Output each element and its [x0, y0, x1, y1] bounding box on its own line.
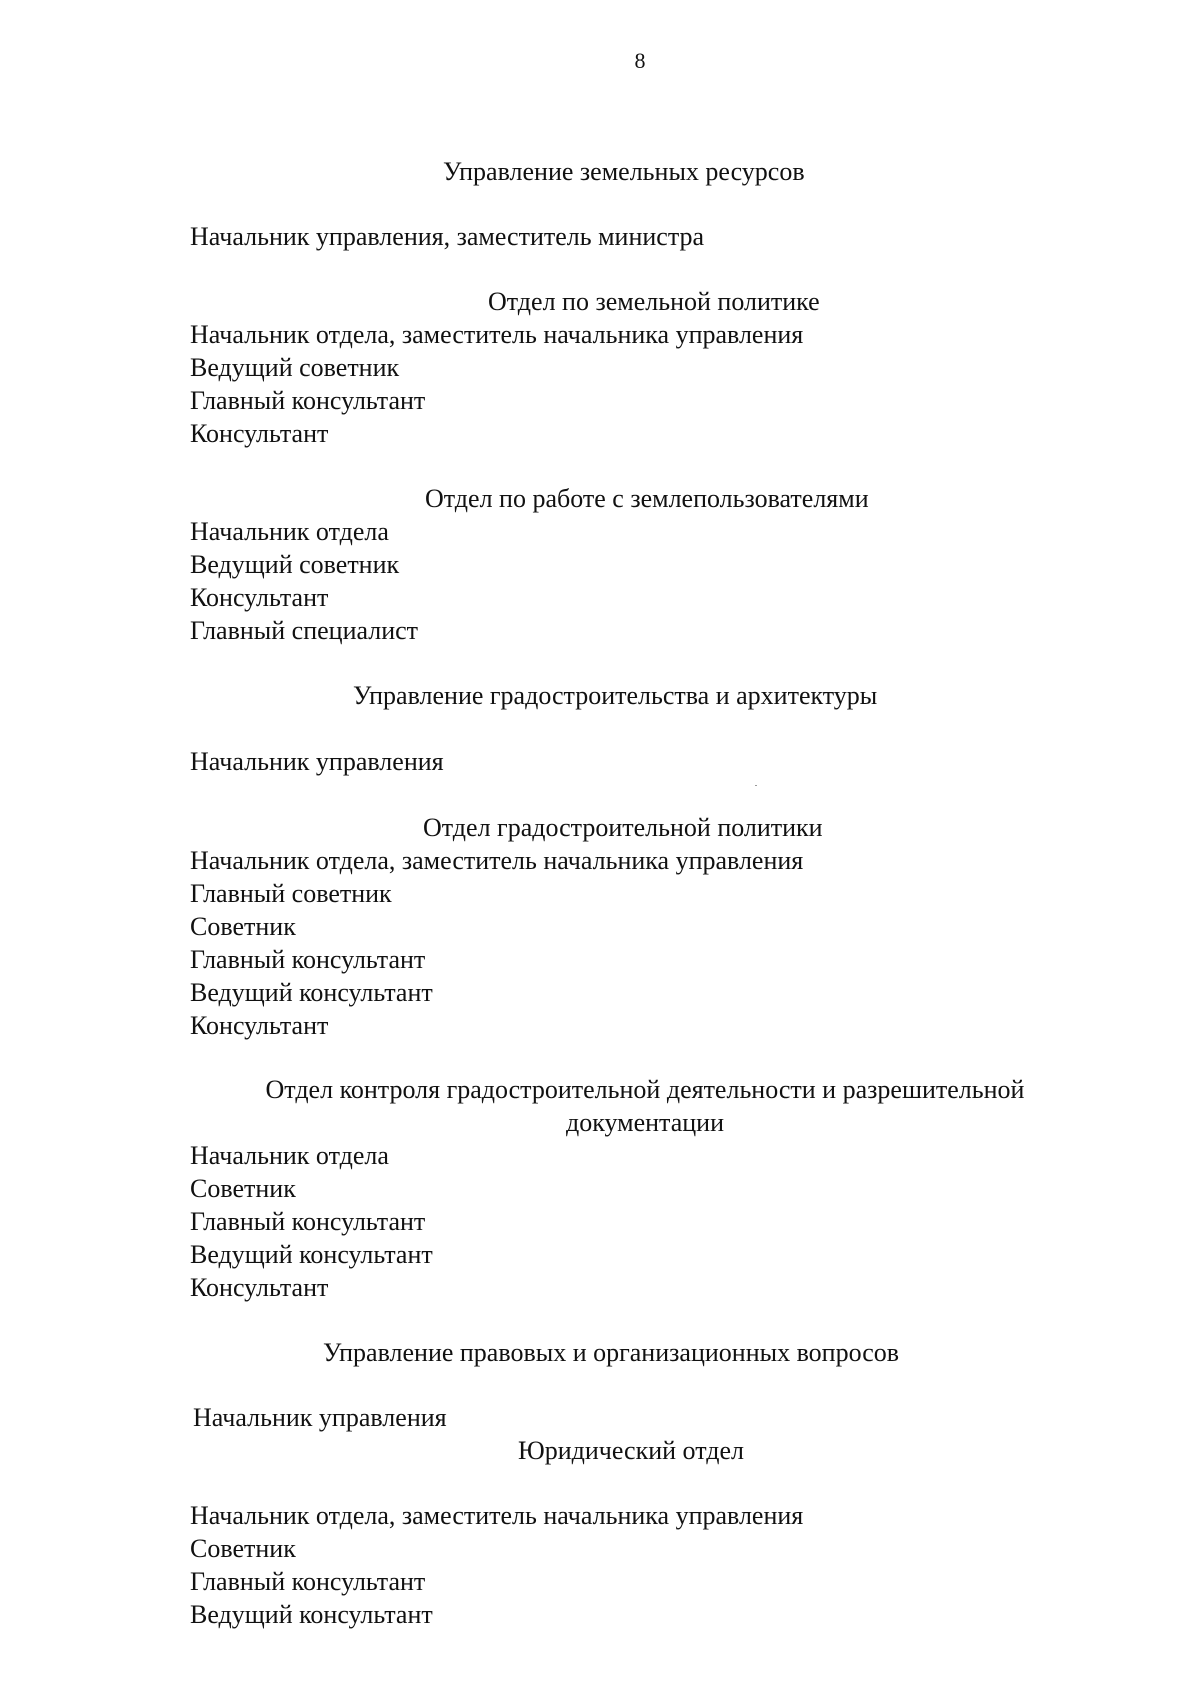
position-item: Советник: [190, 1534, 296, 1563]
urban-control-dept-title: [190, 1073, 1100, 1139]
land-users-dept-positions: [190, 515, 418, 647]
position-item: Главный советник: [190, 879, 392, 908]
urban-control-dept-title-line1: Отдел контроля градостроительной деятельности и разрешительной: [265, 1075, 1025, 1104]
position-item: Советник: [190, 1174, 296, 1203]
scan-speck: [755, 785, 757, 786]
position-item: Начальник отдела, заместитель начальника управления: [190, 846, 804, 875]
urban-policy-dept-title: Отдел градостроительной политики: [423, 813, 823, 842]
urban-policy-dept-positions: [190, 844, 803, 1042]
page-number: 8: [634, 48, 646, 73]
position-item: Начальник отдела: [190, 517, 389, 546]
position-item: Главный консультант: [190, 945, 426, 974]
position-item: Консультант: [190, 1011, 329, 1040]
land-department-title: Управление земельных ресурсов: [443, 157, 805, 186]
position-item: Ведущий консультант: [190, 1600, 433, 1629]
land-users-dept-title: Отдел по работе с землепользователями: [425, 484, 869, 513]
position-item: Ведущий советник: [190, 550, 400, 579]
position-item: Начальник отдела: [190, 1141, 389, 1170]
position-item: Начальник отдела, заместитель начальника управления: [190, 320, 804, 349]
land-policy-dept-title: Отдел по земельной политике: [488, 287, 820, 316]
urban-control-dept-positions: [190, 1139, 433, 1304]
legal-dept-positions: [190, 1499, 803, 1631]
urban-department-head: Начальник управления: [190, 747, 444, 776]
position-item: Главный консультант: [190, 1207, 426, 1236]
position-item: Ведущий консультант: [190, 1240, 433, 1269]
position-item: Главный специалист: [190, 616, 419, 645]
position-item: Главный консультант: [190, 386, 426, 415]
position-item: Консультант: [190, 1273, 329, 1302]
position-item: Ведущий советник: [190, 353, 400, 382]
legal-department-title: Управление правовых и организационных вопросов: [323, 1338, 900, 1367]
position-item: Начальник отдела, заместитель начальника управления: [190, 1501, 804, 1530]
position-item: Консультант: [190, 419, 329, 448]
position-item: Консультант: [190, 583, 329, 612]
land-policy-dept-positions: [190, 318, 803, 450]
position-item: Ведущий консультант: [190, 978, 433, 1007]
urban-control-dept-title-line2: документации: [565, 1108, 725, 1137]
legal-department-head: Начальник управления: [193, 1403, 447, 1432]
urban-department-title: Управление градостроительства и архитектуры: [353, 681, 878, 710]
position-item: Советник: [190, 912, 296, 941]
position-item: Главный консультант: [190, 1567, 426, 1596]
land-department-head: Начальник управления, заместитель министра: [190, 222, 705, 251]
legal-dept-title: Юридический отдел: [518, 1436, 744, 1465]
